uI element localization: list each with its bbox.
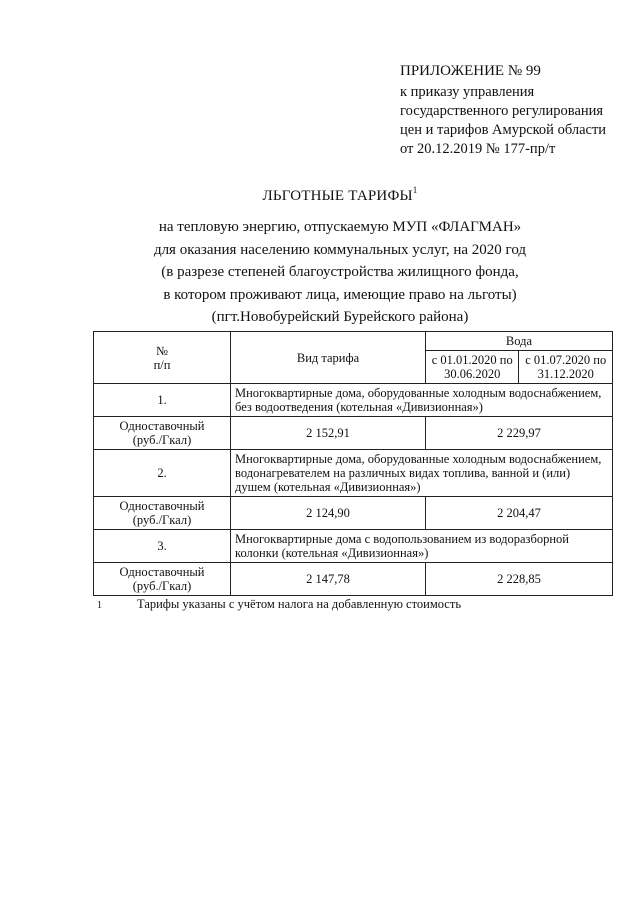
table-row [94, 384, 613, 417]
row-description: Многоквартирные дома, оборудованные холодным водоснабжением, без водоотведения (котельная «Дивизионная») [231, 384, 613, 417]
row-description: Многоквартирные дома с водопользованием из водоразборной колонки (котельная «Дивизионная») [231, 530, 613, 563]
tariff-value-period-1: 2 152,91 [231, 417, 426, 450]
appendix-block [400, 62, 630, 159]
appendix-line: государственного регулирования [400, 103, 604, 119]
tariff-value-period-1: 2 124,90 [231, 497, 426, 530]
header-period-2: с 01.07.2020 по 31.12.2020 [519, 351, 613, 384]
header-tariff-type: Вид тарифа [231, 332, 426, 384]
appendix-line: от 20.12.2019 № 177-пр/т [400, 141, 556, 157]
subtitle-line: на тепловую энергию, отпускаемую МУП «ФЛАГМАН» [158, 219, 522, 235]
tariff-type-cell: Одноставочный (руб./Гкал) [94, 497, 231, 530]
header-water: Вода [426, 332, 613, 351]
table-row [94, 450, 613, 497]
table-row [94, 563, 613, 596]
tariff-value-period-2: 2 229,97 [426, 417, 613, 450]
subtitle-line: (в разрезе степеней благоустройства жилищного фонда, [161, 264, 519, 280]
subtitle-line: (пгт.Новобурейский Бурейского района) [211, 309, 469, 325]
footnote [97, 597, 617, 612]
footnote-text: Тарифы указаны с учётом налога на добавленную стоимость [137, 597, 462, 611]
table-row [94, 497, 613, 530]
tariff-value-period-2: 2 228,85 [426, 563, 613, 596]
subtitle-line: в котором проживают лица, имеющие право на льготы) [163, 286, 517, 303]
footnote-mark: 1 [97, 600, 102, 611]
footnote-reference: 1 [412, 185, 418, 195]
tariff-table [93, 331, 613, 596]
document-title-text: ЛЬГОТНЫЕ ТАРИФЫ [262, 188, 413, 204]
tariff-type-cell: Одноставочный (руб./Гкал) [94, 417, 231, 450]
tariff-type-cell: Одноставочный (руб./Гкал) [94, 563, 231, 596]
row-number: 1. [94, 384, 231, 417]
appendix-line: к приказу управления [400, 84, 535, 100]
row-description: Многоквартирные дома, оборудованные холодным водоснабжением, водонагревателем на различных видах топлива, ванной и (или) душем (котельная «Дивизионная») [231, 450, 613, 497]
appendix-line: цен и тарифов Амурской области [400, 122, 607, 138]
appendix-title: ПРИЛОЖЕНИЕ № 99 [400, 63, 541, 79]
document-subtitle [0, 216, 640, 329]
row-number: 2. [94, 450, 231, 497]
header-period-1: с 01.01.2020 по 30.06.2020 [426, 351, 519, 384]
document-title [0, 185, 640, 205]
table-header-row [94, 332, 613, 351]
tariff-value-period-1: 2 147,78 [231, 563, 426, 596]
table-row [94, 417, 613, 450]
row-number: 3. [94, 530, 231, 563]
table-row [94, 530, 613, 563]
tariff-value-period-2: 2 204,47 [426, 497, 613, 530]
subtitle-line: для оказания населению коммунальных услуг, на 2020 год [153, 241, 527, 258]
header-num: № п/п [94, 332, 231, 384]
